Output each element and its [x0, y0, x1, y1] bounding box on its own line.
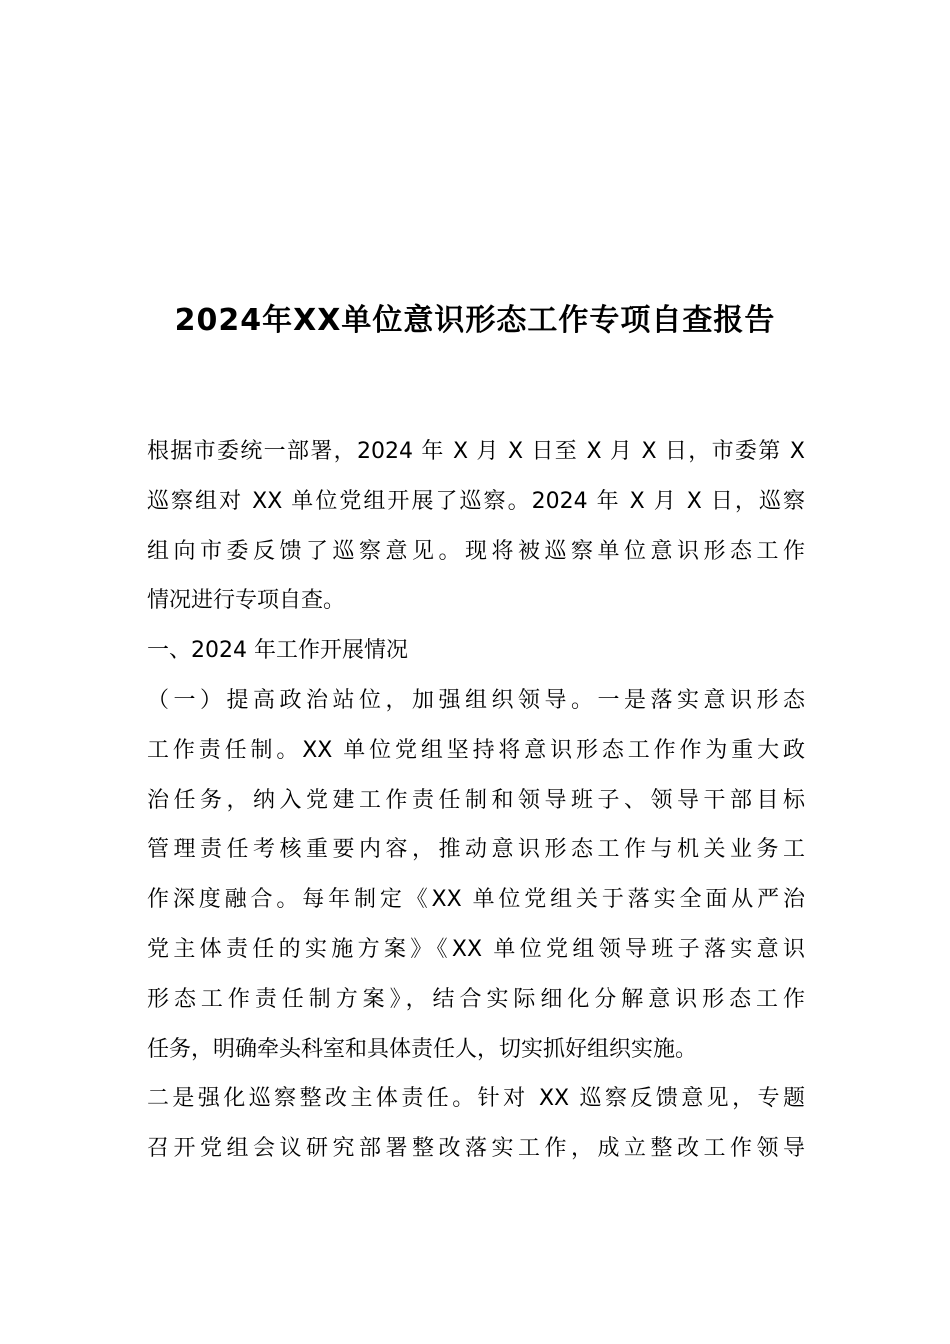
text-line: 组向市委反馈了巡察意见。现将被巡察单位意识形态工作 [147, 538, 805, 564]
text-line: 党主体责任的实施方案》《XX 单位党组领导班子落实意识 [147, 936, 805, 962]
text-line: 二是强化巡察整改主体责任。针对 XX 巡察反馈意见，专题 [147, 1086, 805, 1112]
text-line: 治任务，纳入党建工作责任制和领导班子、领导干部目标 [147, 787, 805, 813]
text-line: 根据市委统一部署，2024 年 X 月 X 日至 X 月 X 日，市委第 X [147, 439, 805, 464]
text-line: （一）提高政治站位，加强组织领导。一是落实意识形态 [147, 687, 805, 713]
document-body [147, 437, 805, 1184]
text-line: 管理责任考核重要内容，推动意识形态工作与机关业务工 [147, 837, 805, 863]
text-line: 任务，明确牵头科室和具体责任人，切实抓好组织实施。 [147, 1036, 698, 1062]
text-line: 召开党组会议研究部署整改落实工作，成立整改工作领导 [147, 1136, 805, 1162]
text-line: 巡察组对 XX 单位党组开展了巡察。2024 年 X 月 X 日，巡察 [147, 488, 805, 514]
text-line: 工作责任制。XX 单位党组坚持将意识形态工作作为重大政 [147, 737, 805, 763]
text-line: 情况进行专项自查。 [147, 588, 346, 614]
text-line: 作深度融合。每年制定《XX 单位党组关于落实全面从严治 [147, 887, 805, 913]
section-heading: 一、2024 年工作开展情况 [147, 638, 408, 664]
document-title: 2024年XX单位意识形态工作专项自查报告 [174, 303, 776, 338]
text-line: 形态工作责任制方案》，结合实际细化分解意识形态工作 [147, 986, 805, 1012]
